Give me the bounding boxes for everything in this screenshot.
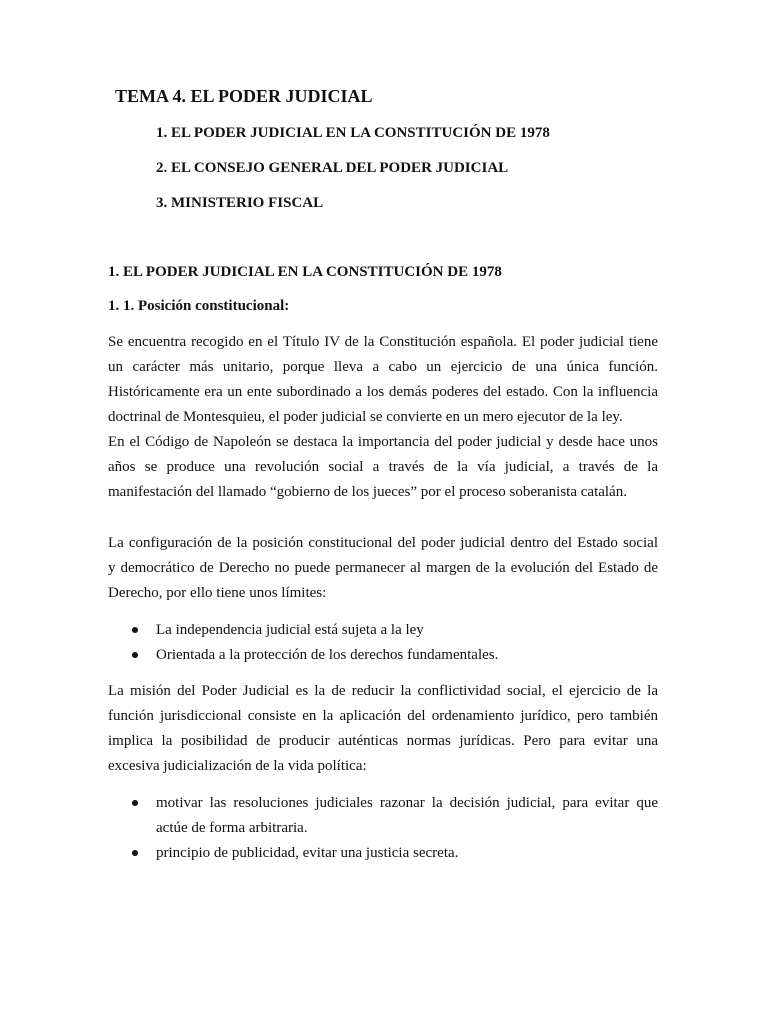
paragraph-3-line: función jurisdiccional consiste en la aplicación del ordenamiento jurídico, pero también bbox=[108, 708, 658, 724]
paragraph-2-line: y democrático de Derecho no puede permanecer al margen de la evolución del Estado de bbox=[108, 560, 658, 576]
toc-item-2: 2. EL CONSEJO GENERAL DEL PODER JUDICIAL bbox=[156, 160, 509, 176]
list-item bbox=[108, 841, 658, 866]
list-item-text: principio de publicidad, evitar una justicia secreta. bbox=[156, 845, 459, 861]
paragraph-2-line: Derecho, por ello tiene unos límites: bbox=[108, 585, 327, 601]
list-item bbox=[108, 643, 658, 668]
paragraph-1-line: años se produce una revolución social a través de la vía judicial, a través de la bbox=[108, 459, 658, 475]
subsection-heading: 1. 1. Posición constitucional: bbox=[108, 298, 290, 314]
list-item bbox=[108, 618, 658, 643]
paragraph-1-line: Se encuentra recogido en el Título IV de la Constitución española. El poder judicial tiene bbox=[108, 334, 658, 350]
paragraph-2 bbox=[108, 531, 658, 606]
paragraph-3-line: excesiva judicialización de la vida política: bbox=[108, 758, 367, 774]
list-item-text: Orientada a la protección de los derechos fundamentales. bbox=[156, 647, 499, 663]
toc-item-3: 3. MINISTERIO FISCAL bbox=[156, 195, 324, 211]
paragraph-1-line: un carácter más unitario, porque lleva a cabo un ejercicio de una única función. bbox=[108, 359, 658, 375]
paragraph-2-line: La configuración de la posición constitucional del poder judicial dentro del Estado social bbox=[108, 535, 658, 551]
bullet-dot-icon bbox=[132, 627, 138, 633]
bullet-list-1 bbox=[108, 618, 658, 668]
list-item-text: La independencia judicial está sujeta a la ley bbox=[156, 622, 424, 638]
list-item-text: actúe de forma arbitraria. bbox=[156, 820, 308, 836]
paragraph-1 bbox=[108, 330, 658, 505]
bullet-dot-icon bbox=[132, 850, 138, 856]
paragraph-3-line: La misión del Poder Judicial es la de reducir la conflictividad social, el ejercicio de la bbox=[108, 683, 658, 699]
list-item-text: motivar las resoluciones judiciales razonar la decisión judicial, para evitar que bbox=[156, 795, 658, 811]
bullet-list-2 bbox=[108, 791, 658, 866]
bullet-dot-icon bbox=[132, 800, 138, 806]
paragraph-3 bbox=[108, 679, 658, 779]
toc-item-1: 1. EL PODER JUDICIAL EN LA CONSTITUCIÓN DE 1978 bbox=[156, 125, 550, 141]
paragraph-1-line: manifestación del llamado “gobierno de los jueces” por el proceso soberanista catalán. bbox=[108, 484, 627, 500]
document-title: TEMA 4. EL PODER JUDICIAL bbox=[115, 86, 373, 106]
list-item bbox=[108, 791, 658, 841]
paragraph-1-line: doctrinal de Montesquieu, el poder judicial se convierte en un mero ejecutor de la ley. bbox=[108, 409, 623, 425]
section-heading: 1. EL PODER JUDICIAL EN LA CONSTITUCIÓN DE 1978 bbox=[108, 264, 502, 280]
bullet-dot-icon bbox=[132, 652, 138, 658]
paragraph-1-line: En el Código de Napoleón se destaca la importancia del poder judicial y desde hace unos bbox=[108, 434, 658, 450]
paragraph-1-line: Históricamente era un ente subordinado a los demás poderes del estado. Con la influencia bbox=[108, 384, 658, 400]
paragraph-3-line: implica la posibilidad de producir auténticas normas jurídicas. Pero para evitar una bbox=[108, 733, 658, 749]
